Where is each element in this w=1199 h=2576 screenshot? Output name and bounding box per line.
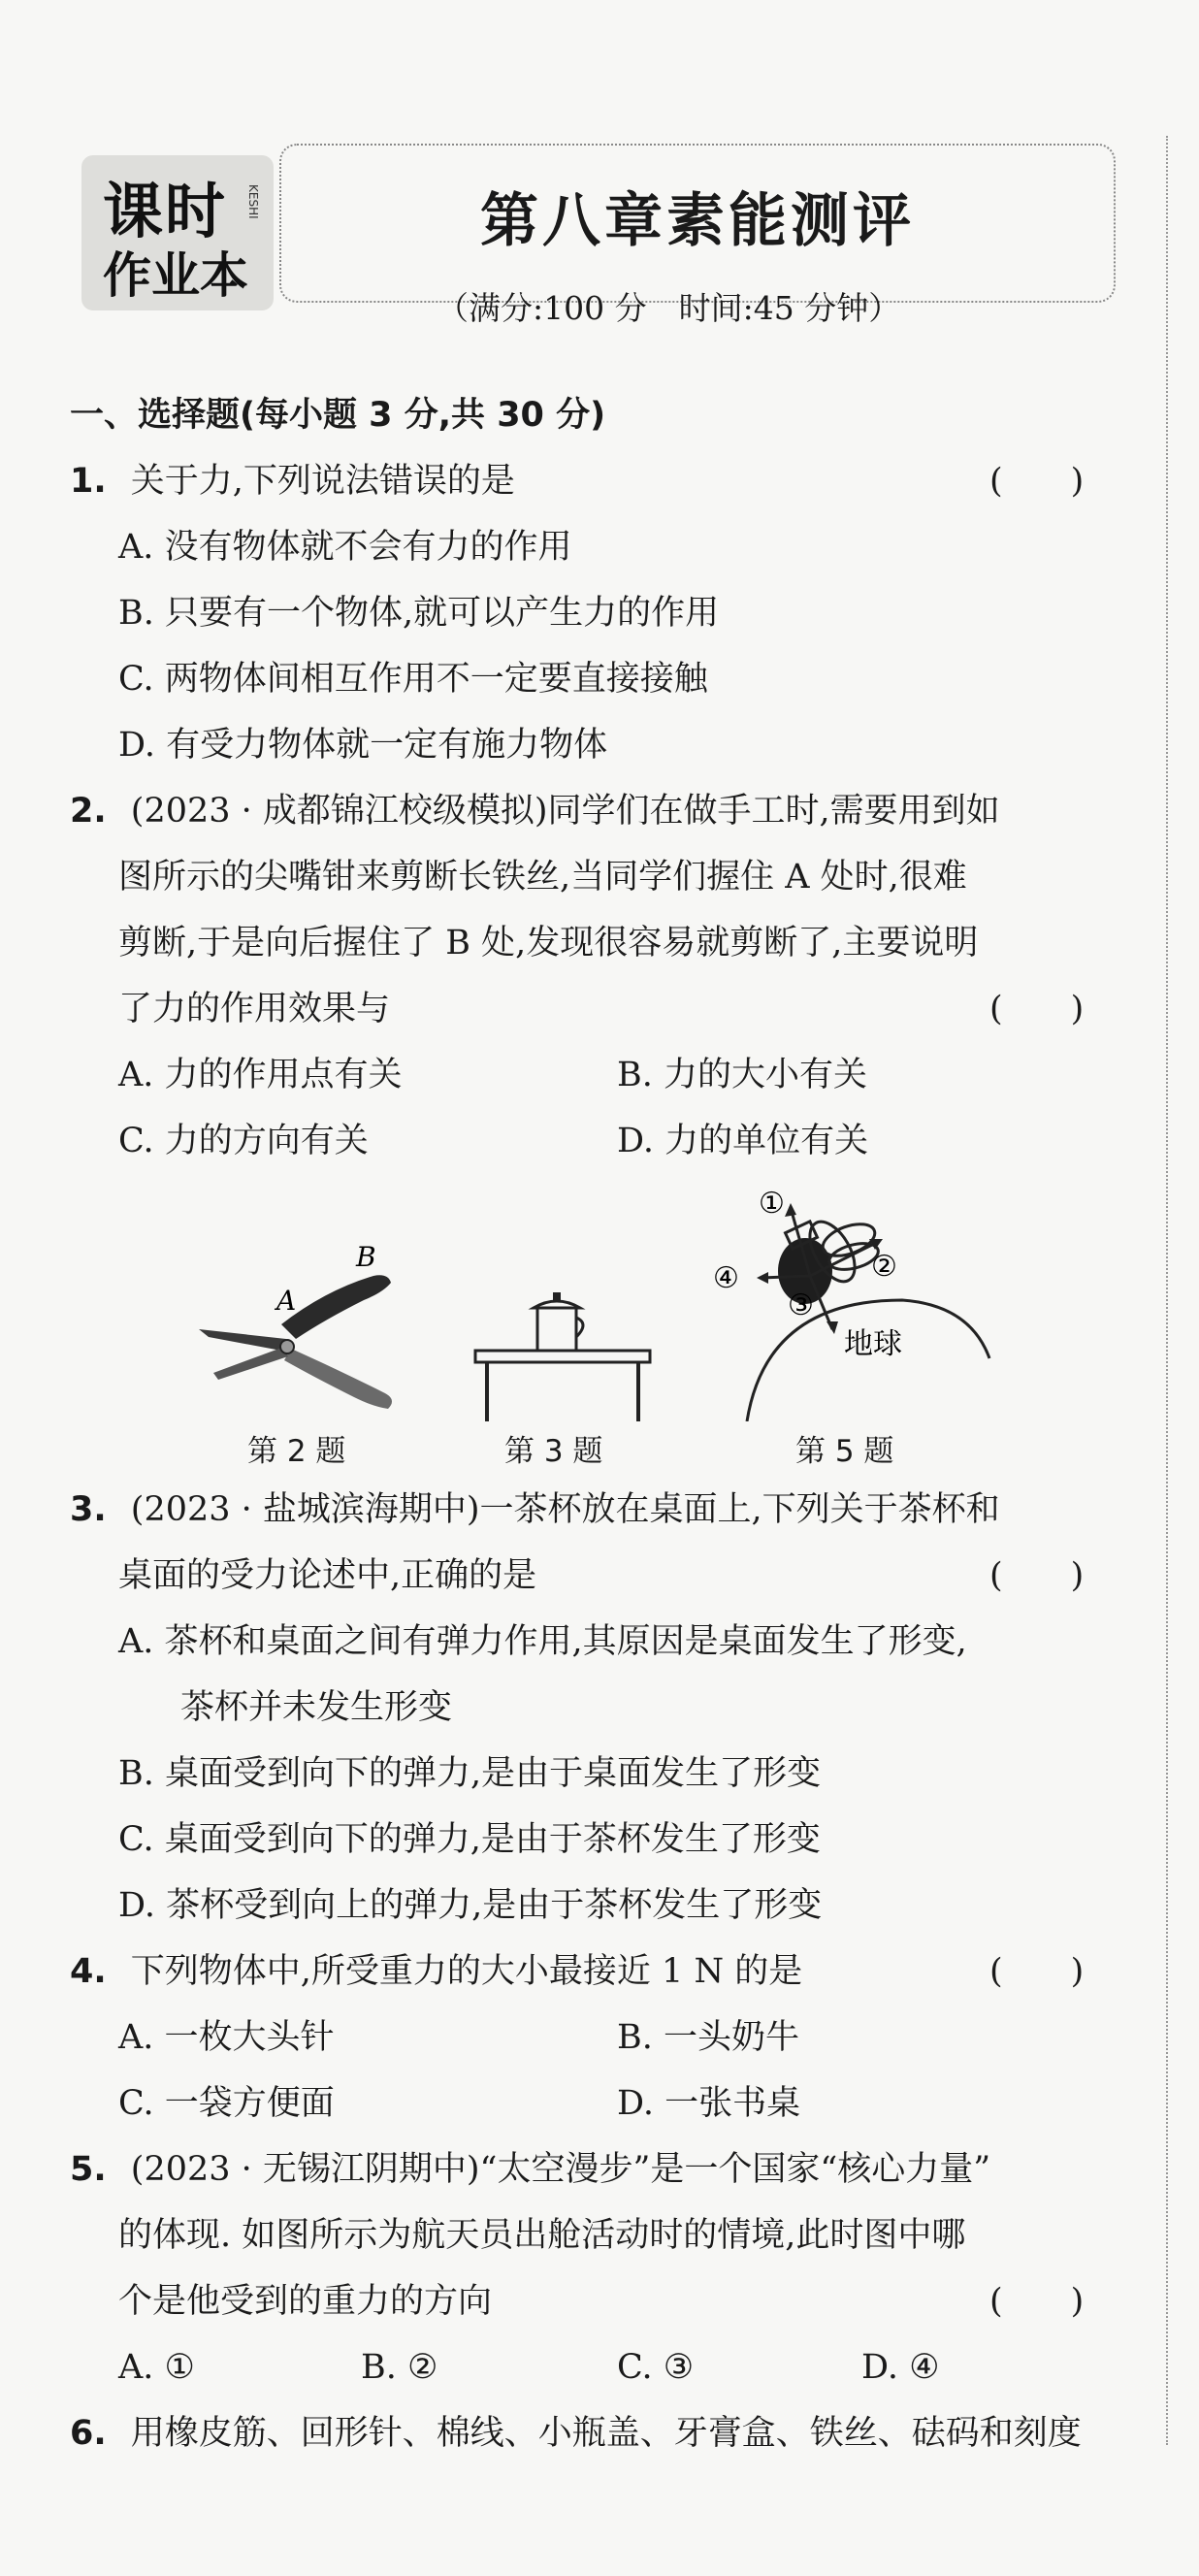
direction-1-label: ① xyxy=(759,1187,785,1221)
margin-divider xyxy=(1166,136,1168,2445)
direction-2-label: ② xyxy=(871,1250,897,1284)
arrow-4 xyxy=(762,1276,810,1278)
question-text: (2023 · 无锡江阴期中)“太空漫步”是一个国家“核心力量” xyxy=(130,2150,991,2189)
answer-blank: ( ) xyxy=(989,990,1085,1028)
option-a: A. 一枚大头针 xyxy=(118,2018,335,2057)
option-b: B. 只要有一个物体,就可以产生力的作用 xyxy=(118,594,720,633)
question-number: 3. xyxy=(70,1490,107,1529)
figure-2-caption: 第 2 题 xyxy=(247,1434,346,1469)
question-1-stem xyxy=(70,460,515,503)
label-a: A xyxy=(276,1285,297,1317)
option-d: D. 有受力物体就一定有施力物体 xyxy=(118,726,608,765)
option-a: A. 茶杯和桌面之间有弹力作用,其原因是桌面发生了形变, xyxy=(118,1622,967,1661)
option-a: A. 力的作用点有关 xyxy=(118,1056,403,1094)
question-text: 了力的作用效果与 xyxy=(118,990,391,1028)
question-2-stem xyxy=(70,790,1000,832)
question-text: 的体现. 如图所示为航天员出舱活动时的情境,此时图中哪 xyxy=(118,2216,966,2255)
question-text: (2023 · 盐城滨海期中)一茶杯放在桌面上,下列关于茶杯和 xyxy=(130,1490,1000,1529)
figure-3-caption: 第 3 题 xyxy=(504,1434,603,1469)
option-b: B. 力的大小有关 xyxy=(617,1056,867,1094)
question-text: (2023 · 成都锦江校级模拟)同学们在做手工时,需要用到如 xyxy=(130,792,1000,831)
pliers-lower-jaw xyxy=(213,1347,288,1380)
logo-vertical-text: KESHI xyxy=(246,184,260,219)
answer-blank: ( ) xyxy=(989,1952,1085,1991)
option-c: C. ③ xyxy=(617,2348,695,2387)
teacup-knob xyxy=(553,1292,561,1300)
question-text: 用橡皮筋、回形针、棉线、小瓶盖、牙膏盒、铁丝、砝码和刻度 xyxy=(130,2414,1082,2453)
question-text: 个是他受到的重力的方向 xyxy=(118,2282,493,2321)
question-6-stem xyxy=(70,2412,1082,2455)
option-a-cont: 茶杯并未发生形变 xyxy=(180,1688,453,1727)
question-text: 桌面的受力论述中,正确的是 xyxy=(118,1556,537,1595)
arrow-1-head xyxy=(785,1203,796,1217)
answer-blank: ( ) xyxy=(989,1556,1085,1595)
answer-blank: ( ) xyxy=(989,2282,1085,2321)
question-text: 关于力,下列说法错误的是 xyxy=(130,462,515,501)
pliers-upper-jaw xyxy=(199,1329,286,1351)
question-text: 剪断,于是向后握住了 B 处,发现很容易就剪断了,主要说明 xyxy=(118,924,979,962)
question-number: 2. xyxy=(70,792,107,831)
option-d: D. 力的单位有关 xyxy=(617,1122,869,1160)
option-c: C. 一袋方便面 xyxy=(118,2084,335,2123)
pliers-lower-handle xyxy=(284,1349,392,1409)
option-a: A. 没有物体就不会有力的作用 xyxy=(118,528,572,567)
earth-label: 地球 xyxy=(844,1327,902,1361)
pliers-upper-handle xyxy=(281,1275,391,1339)
section-heading: 一、选择题(每小题 3 分,共 30 分) xyxy=(70,396,606,435)
logo-line1: 课时 xyxy=(103,176,228,246)
option-d: D. ④ xyxy=(861,2348,940,2387)
direction-4-label: ④ xyxy=(713,1261,739,1295)
option-b: B. ② xyxy=(361,2348,438,2387)
option-d: D. 一张书桌 xyxy=(617,2084,801,2123)
question-5-stem xyxy=(70,2148,990,2191)
option-d: D. 茶杯受到向上的弹力,是由于茶杯发生了形变 xyxy=(118,1886,823,1925)
pliers-figure xyxy=(189,1232,412,1417)
question-3-stem xyxy=(70,1488,1000,1531)
arrow-3-head xyxy=(826,1321,838,1334)
table-top xyxy=(475,1351,650,1362)
question-number: 1. xyxy=(70,462,107,501)
teacup-body xyxy=(537,1308,576,1351)
book-logo xyxy=(81,155,274,310)
label-b: B xyxy=(356,1241,376,1273)
question-number: 6. xyxy=(70,2414,107,2453)
question-text: 图所示的尖嘴钳来剪断长铁丝,当同学们握住 A 处时,很难 xyxy=(118,858,967,897)
page-subtitle: （满分:100 分 时间:45 分钟） xyxy=(437,289,901,327)
option-b: B. 桌面受到向下的弹力,是由于桌面发生了形变 xyxy=(118,1754,822,1793)
question-4-stem xyxy=(70,1950,802,1993)
option-c: C. 桌面受到向下的弹力,是由于茶杯发生了形变 xyxy=(118,1820,821,1859)
option-c: C. 力的方向有关 xyxy=(118,1122,369,1160)
question-number: 5. xyxy=(70,2150,107,2189)
logo-line2: 作业本 xyxy=(103,247,248,304)
option-a: A. ① xyxy=(118,2348,195,2387)
answer-blank: ( ) xyxy=(989,462,1085,501)
teacup-table-figure xyxy=(466,1290,660,1426)
teacup-lid xyxy=(534,1301,580,1308)
question-text: 下列物体中,所受重力的大小最接近 1 N 的是 xyxy=(130,1952,803,1991)
option-b: B. 一头奶牛 xyxy=(617,2018,799,2057)
arrow-4-head xyxy=(757,1272,768,1284)
question-number: 4. xyxy=(70,1952,107,1991)
astronaut-figure xyxy=(708,1184,999,1421)
direction-3-label: ③ xyxy=(788,1288,814,1322)
pliers-pivot xyxy=(280,1340,294,1353)
page-title: 第八章素能测评 xyxy=(480,187,915,255)
option-c: C. 两物体间相互作用不一定要直接接触 xyxy=(118,660,708,699)
figure-5-caption: 第 5 题 xyxy=(795,1434,894,1469)
